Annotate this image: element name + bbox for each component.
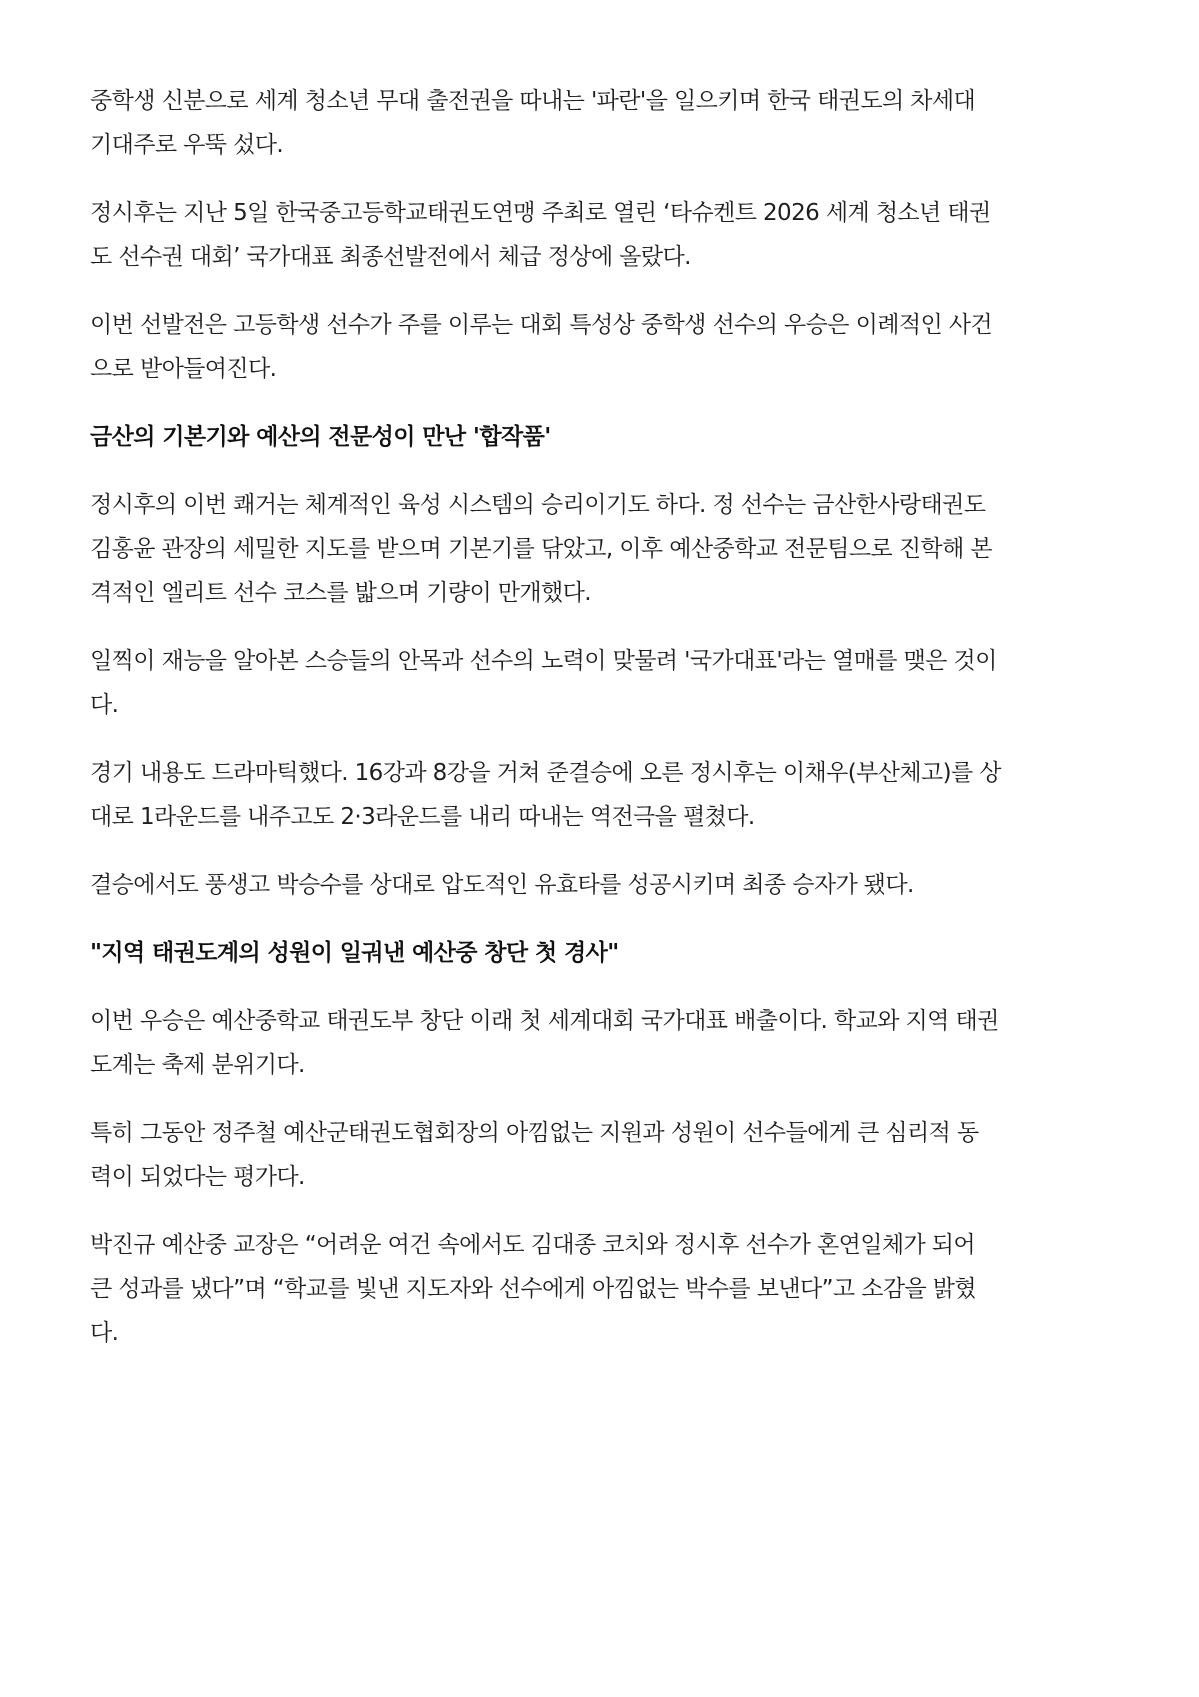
text-line: 결승에서도 풍생고 박승수를 상대로 압도적인 유효타를 성공시키며 최종 승자가 됐다. bbox=[90, 872, 914, 898]
text-line: 도 선수권 대회’ 국가대표 최종선발전에서 체급 정상에 올랐다. bbox=[90, 244, 691, 270]
paragraph bbox=[90, 999, 1030, 1087]
paragraph bbox=[90, 483, 1030, 615]
text-line: 일찍이 재능을 알아본 스승들의 안목과 선수의 노력이 맞물려 '국가대표'라는 열매를 맺은 것이 bbox=[90, 648, 997, 674]
text-line: 대로 1라운드를 내주고도 2·3라운드를 내리 따내는 역전극을 펼쳤다. bbox=[90, 804, 755, 830]
text-line: 김홍윤 관장의 세밀한 지도를 받으며 기본기를 닦았고, 이후 예산중학교 전문팀으로 진학해 본 bbox=[90, 536, 993, 562]
text-line: 다. bbox=[90, 692, 119, 718]
text-line: 도계는 축제 분위기다. bbox=[90, 1052, 305, 1078]
text-line: 으로 받아들여진다. bbox=[90, 356, 277, 382]
text-line: 큰 성과를 냈다”며 “학교를 빛낸 지도자와 선수에게 아낌없는 박수를 보낸다”고 소감을 밝혔 bbox=[90, 1276, 977, 1302]
section-heading bbox=[90, 931, 1030, 975]
article-body bbox=[90, 79, 1030, 1379]
paragraph bbox=[90, 79, 1030, 167]
text-line: 중학생 신분으로 세계 청소년 무대 출전권을 따내는 '파란'을 일으키며 한국 태권도의 차세대 bbox=[90, 88, 976, 114]
text-line: 이번 선발전은 고등학생 선수가 주를 이루는 대회 특성상 중학생 선수의 우승은 이례적인 사건 bbox=[90, 312, 993, 338]
text-line: 박진규 예산중 교장은 “어려운 여건 속에서도 김대종 코치와 정시후 선수가 혼연일체가 되어 bbox=[90, 1232, 976, 1258]
text-line: 격적인 엘리트 선수 코스를 밟으며 기량이 만개했다. bbox=[90, 580, 591, 606]
text-line: 정시후는 지난 5일 한국중고등학교태권도연맹 주최로 열린 ‘타슈켄트 2026 세계 청소년 태권 bbox=[90, 200, 991, 226]
text-line: 다. bbox=[90, 1320, 119, 1346]
paragraph bbox=[90, 191, 1030, 279]
section-heading bbox=[90, 415, 1030, 459]
paragraph bbox=[90, 1223, 1030, 1355]
paragraph bbox=[90, 863, 1030, 907]
text-line: 특히 그동안 정주철 예산군태권도협회장의 아낌없는 지원과 성원이 선수들에게 큰 심리적 동 bbox=[90, 1120, 979, 1146]
text-line: 이번 우승은 예산중학교 태권도부 창단 이래 첫 세계대회 국가대표 배출이다. 학교와 지역 태권 bbox=[90, 1008, 999, 1034]
text-line: 금산의 기본기와 예산의 전문성이 만난 '합작품' bbox=[90, 424, 551, 450]
text-line: 경기 내용도 드라마틱했다. 16강과 8강을 거쳐 준결승에 오른 정시후는 이채우(부산체고)를 상 bbox=[90, 760, 1001, 786]
paragraph bbox=[90, 751, 1030, 839]
text-line: 력이 되었다는 평가다. bbox=[90, 1164, 305, 1190]
paragraph bbox=[90, 639, 1030, 727]
text-line: 기대주로 우뚝 섰다. bbox=[90, 132, 284, 158]
text-line: 정시후의 이번 쾌거는 체계적인 육성 시스템의 승리이기도 하다. 정 선수는 금산한사랑태권도 bbox=[90, 492, 986, 518]
text-line: "지역 태권도계의 성원이 일궈낸 예산중 창단 첫 경사" bbox=[90, 940, 619, 966]
paragraph bbox=[90, 303, 1030, 391]
paragraph bbox=[90, 1111, 1030, 1199]
